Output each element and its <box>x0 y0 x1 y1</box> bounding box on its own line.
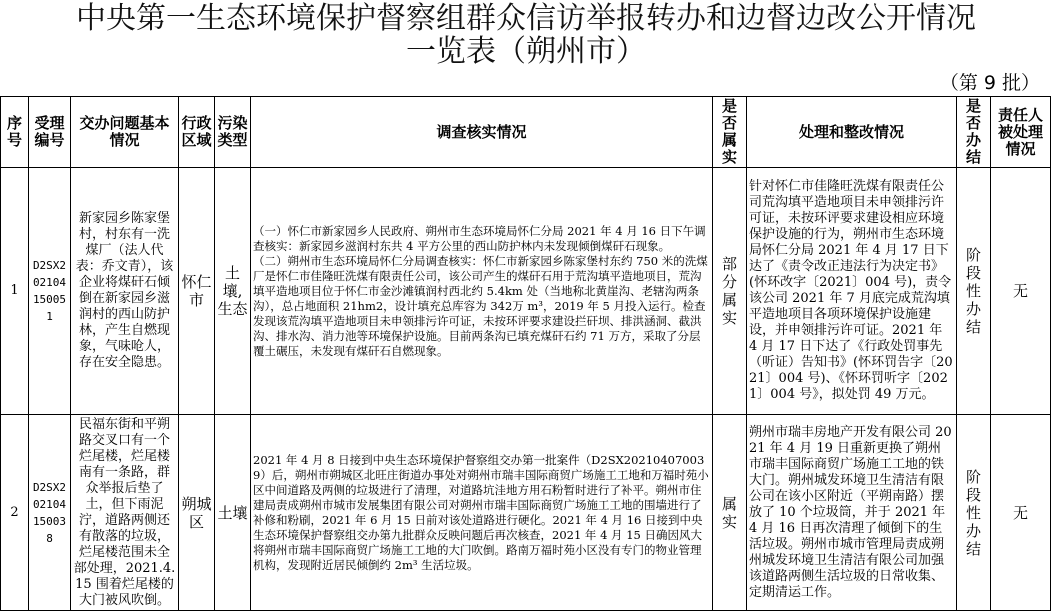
document-title <box>0 0 1052 68</box>
cell-is-true: 属实 <box>713 415 747 611</box>
cell-is-true: 部分属实 <box>713 168 747 415</box>
cell-id: D2SX202104150038 <box>29 415 71 611</box>
cell-accountability: 无 <box>991 168 1051 415</box>
header-problem: 交办问题基本情况 <box>71 97 179 168</box>
cell-closed: 阶段性办结 <box>957 415 991 611</box>
cell-id: D2SX202104150051 <box>29 168 71 415</box>
cell-pollution: 土壤 <box>215 415 251 611</box>
table-row <box>1 168 1051 415</box>
header-is-true: 是否属实 <box>713 97 747 168</box>
cell-district: 朔城区 <box>179 415 215 611</box>
header-accountability: 责任人被处理情况 <box>991 97 1051 168</box>
cell-seq: 1 <box>1 168 29 415</box>
cell-district: 怀仁市 <box>179 168 215 415</box>
cell-closed: 阶段性办结 <box>957 168 991 415</box>
header-id: 受理编号 <box>29 97 71 168</box>
cell-accountability: 无 <box>991 415 1051 611</box>
header-handling: 处理和整改情况 <box>747 97 957 168</box>
cell-handling: 针对怀仁市佳隆旺洗煤有限责任公司荒沟填平造地项目未申领排污许可证，未按环评要求建设相应环境保护设施的行为，朔州市生态环境局怀仁分局 2021 年 4 月 17 日下达了《责令改正违法行为决定书》(怀环改字〔2021〕004 号)，责令该公司 2021 年 7 月底完成荒沟填平造地项目各项环境保护设施建设，并申领排污许可证。2021 年 4 月 17 日下达了《行政处罚事先（听证）告知书》(怀环罚告字〔2021〕004 号)、《怀环罚听字〔2021〕004 号》，拟处罚 49 万元。 <box>747 168 957 415</box>
header-seq: 序号 <box>1 97 29 168</box>
batch-label: （第 9 批） <box>939 72 1040 94</box>
cell-problem: 新家园乡陈家堡村，村东有一洗煤厂（法人代表：乔文青），该企业将煤矸石倾倒在新家园乡滋润村的西山防护林，产生自燃现象，气味呛人，存在安全隐患。 <box>71 168 179 415</box>
header-investigation: 调查核实情况 <box>251 97 713 168</box>
title-line-1: 中央第一生态环境保护督察组群众信访举报转办和边督边改公开情况 <box>76 1 976 36</box>
table-row <box>1 415 1051 611</box>
cell-seq: 2 <box>1 415 29 611</box>
investigation-paragraph-1: （一）怀仁市新家园乡人民政府、朔州市生态环境局怀仁分局 2021 年 4 月 16 日下午调查核实：新家园乡滋润村东共 4 平方公里的西山防护林内未发现倾倒煤矸石现象。 <box>253 223 706 253</box>
table-header-row <box>1 97 1051 168</box>
cell-pollution: 土壤,生态 <box>215 168 251 415</box>
header-closed: 是否办结 <box>957 97 991 168</box>
investigation-paragraph-2: （二）朔州市生态环境局怀仁分局调查核实：怀仁市新家园乡陈家堡村东约 750 米的洗煤厂是怀仁市佳隆旺洗煤有限责任公司，该公司产生的煤矸石用于荒沟填平造地项目，荒沟填平造地项目位于怀仁市金沙滩镇润村西北约 5.4km 处（当地称北黄崖沟、老辖沟两条沟），总占地面积 21hm2，设计填充总库容为 342万 m³，2019 年 5 月投入运行。检查发现该荒沟填平造地项目未申领排污许可证，未按环评要求建设拦矸坝、排洪涵洞、截洪沟、排水沟、消力池等环境保护设施。目前两条沟已填充煤矸石约 71 万方，采取了分层覆土碾压，未发现有煤矸石自燃现象。 <box>253 253 708 358</box>
header-district: 行政区域 <box>179 97 215 168</box>
cell-investigation: 2021 年 4 月 8 日接到中央生态环境保护督察组交办第一批案件（D2SX202104070039）后，朔州市朔城区北旺庄街道办事处对朔州市瑞丰国际商贸广场施工工地和万福时苑小区中间道路及两侧的垃圾进行了清理，对道路坑洼地方用石粉暂时进行了补平。朔州市住建局责成朔州市城市发展集团有限公司对朔州市瑞丰国际商贸广场施工工地的围墙进行了补修和粉刷，2021 年 6 月 15 日前对该处道路进行硬化。2021 年 4 月 16 日接到中央生态环境保护督察组交办第九批群众反映问题后再次核查，2021 年 4 月 15 日确因风大将朔州市瑞丰国际商贸广场施工工地的大门吹倒。路南万福时苑小区没有专门的物业管理机构，发现附近居民倾倒约 2m³ 生活垃圾。 <box>251 415 713 611</box>
header-pollution: 污染类型 <box>215 97 251 168</box>
cell-handling: 朔州市瑞丰房地产开发有限公司 2021 年 4 月 19 日重新更换了朔州市瑞丰国际商贸广场施工工地的铁大门。朔州城发环境卫生清洁有限公司在该小区附近（平朔南路）摆放了 10 个垃圾筒，并于 2021 年 4 月 16 日再次清理了倾倒下的生活垃圾。朔州市城市管理局责成朔州城发环境卫生清洁有限公司加强该道路两侧生活垃圾的日常收集、定期清运工作。 <box>747 415 957 611</box>
title-line-2: 一览表（朔州市） <box>406 34 646 69</box>
cell-problem: 民福东街和平朔路交叉口有一个烂尾楼，烂尾楼南有一条路，群众举报后垫了土，但下雨泥泞，道路两侧还有散落的垃圾，烂尾楼范围未全部处理，2021.4.15 围着烂尾楼的大门被风吹倒。 <box>71 415 179 611</box>
report-table <box>0 96 1051 611</box>
cell-investigation <box>251 168 713 415</box>
